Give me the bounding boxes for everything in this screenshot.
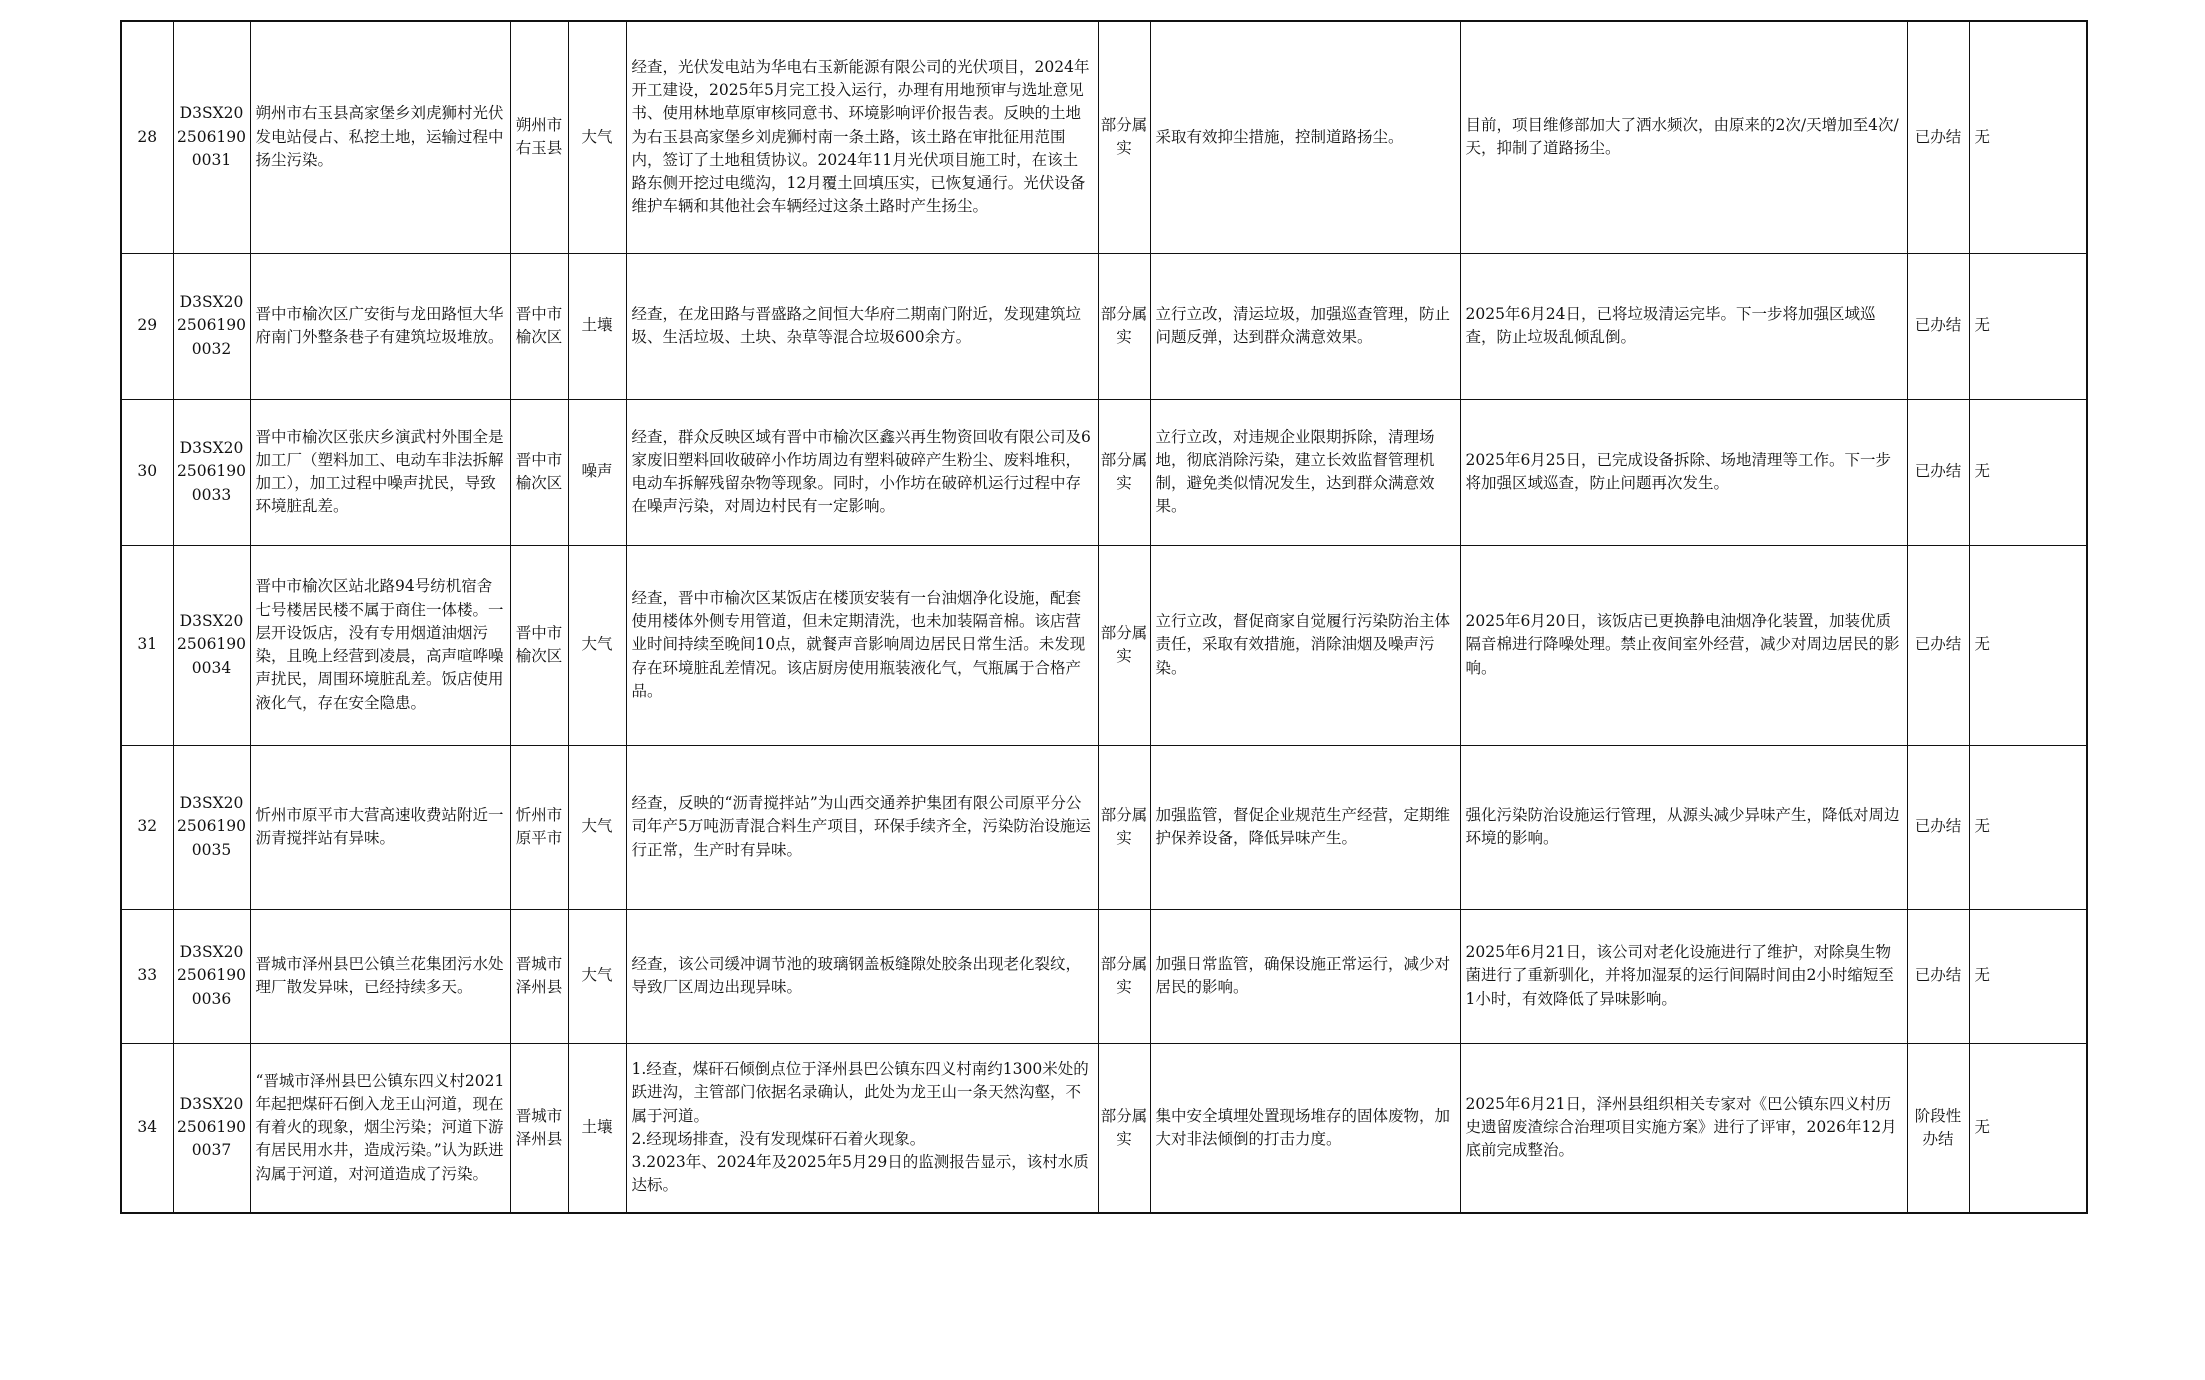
investigation-result: 经查，光伏发电站为华电右玉新能源有限公司的光伏项目，2024年开工建设，2025年5月完工投入运行，办理有用地预审与选址意见书、使用林地草原审核同意书、环境影响评价报告表。反映的土地为右玉县高家堡乡刘虎狮村南一条土路，该土路在审批征用范围内，签订了土地租赁协议。2024年11月光伏项目施工时，在该土路东侧开挖过电缆沟，12月覆土回填压实，已恢复通行。光伏设备维护车辆和其他社会车辆经过这条土路时产生扬尘。: [626, 21, 1098, 253]
region: 忻州市原平市: [510, 745, 568, 909]
complaint-content: 晋中市榆次区站北路94号纺机宿舍七号楼居民楼不属于商住一体楼。一层开设饭店，没有专用烟道油烟污染，且晚上经营到凌晨，高声喧哗噪声扰民，周围环境脏乱差。饭店使用液化气，存在安全隐患。: [250, 545, 510, 745]
investigation-result: 经查，反映的“沥青搅拌站”为山西交通养护集团有限公司原平分公司年产5万吨沥青混合料生产项目，环保手续齐全，污染防治设施运行正常，生产时有异味。: [626, 745, 1098, 909]
investigation-result: 1.经查，煤矸石倾倒点位于泽州县巴公镇东四义村南约1300米处的跃进沟，主管部门依据名录确认，此处为龙王山一条天然沟壑，不属于河道。 2.经现场排查，没有发现煤矸石着火现象。 3.2023年、2024年及2025年5月29日的监测报告显示，该村水质达标。: [626, 1043, 1098, 1213]
table-row: [121, 1043, 2087, 1213]
table-row: [121, 21, 2087, 253]
case-status: 已办结: [1907, 909, 1969, 1043]
complaint-content: “晋城市泽州县巴公镇东四义村2021年起把煤矸石倒入龙王山河道，现在有着火的现象，烟尘污染；河道下游有居民用水井，造成污染。”认为跃进沟属于河道，对河道造成了污染。: [250, 1043, 510, 1213]
table-row: [121, 253, 2087, 399]
rectification-progress: 2025年6月25日，已完成设备拆除、场地清理等工作。下一步将加强区域巡查，防止问题再次发生。: [1460, 399, 1907, 545]
case-status: 已办结: [1907, 545, 1969, 745]
accountability: 无: [1969, 545, 2087, 745]
accountability: 无: [1969, 399, 2087, 545]
case-id: D3SX2025061900037: [173, 1043, 250, 1213]
rectification-progress: 2025年6月24日，已将垃圾清运完毕。下一步将加强区域巡查，防止垃圾乱倾乱倒。: [1460, 253, 1907, 399]
table-row: [121, 545, 2087, 745]
region: 晋中市榆次区: [510, 399, 568, 545]
table-row: [121, 745, 2087, 909]
row-number: 28: [121, 21, 173, 253]
pollution-type: 大气: [568, 909, 626, 1043]
verdict: 部分属实: [1098, 21, 1150, 253]
rectification-measures: 立行立改，督促商家自觉履行污染防治主体责任，采取有效措施，消除油烟及噪声污染。: [1150, 545, 1460, 745]
row-number: 30: [121, 399, 173, 545]
case-status: 已办结: [1907, 745, 1969, 909]
rectification-measures: 加强日常监管，确保设施正常运行，减少对居民的影响。: [1150, 909, 1460, 1043]
pollution-type: 土壤: [568, 1043, 626, 1213]
case-id: D3SX2025061900033: [173, 399, 250, 545]
case-id: D3SX2025061900035: [173, 745, 250, 909]
case-id: D3SX2025061900034: [173, 545, 250, 745]
rectification-measures: 立行立改，对违规企业限期拆除，清理场地，彻底消除污染，建立长效监督管理机制，避免类似情况发生，达到群众满意效果。: [1150, 399, 1460, 545]
rectification-progress: 2025年6月21日，该公司对老化设施进行了维护，对除臭生物菌进行了重新驯化，并将加湿泵的运行间隔时间由2小时缩短至1小时，有效降低了异味影响。: [1460, 909, 1907, 1043]
investigation-result: 经查，晋中市榆次区某饭店在楼顶安装有一台油烟净化设施，配套使用楼体外侧专用管道，但未定期清洗，也未加装隔音棉。该店营业时间持续至晚间10点，就餐声音影响周边居民日常生活。未发现存在环境脏乱差情况。该店厨房使用瓶装液化气，气瓶属于合格产品。: [626, 545, 1098, 745]
table-row: [121, 909, 2087, 1043]
case-id: D3SX2025061900032: [173, 253, 250, 399]
case-status: 已办结: [1907, 399, 1969, 545]
rectification-progress: 目前，项目维修部加大了洒水频次，由原来的2次/天增加至4次/天，抑制了道路扬尘。: [1460, 21, 1907, 253]
region: 晋城市泽州县: [510, 909, 568, 1043]
row-number: 31: [121, 545, 173, 745]
rectification-progress: 2025年6月21日，泽州县组织相关专家对《巴公镇东四义村历史遗留废渣综合治理项目实施方案》进行了评审，2026年12月底前完成整治。: [1460, 1043, 1907, 1213]
complaint-content: 朔州市右玉县高家堡乡刘虎狮村光伏发电站侵占、私挖土地，运输过程中扬尘污染。: [250, 21, 510, 253]
row-number: 34: [121, 1043, 173, 1213]
verdict: 部分属实: [1098, 545, 1150, 745]
pollution-type: 大气: [568, 21, 626, 253]
accountability: 无: [1969, 909, 2087, 1043]
complaint-content: 晋城市泽州县巴公镇兰花集团污水处理厂散发异味，已经持续多天。: [250, 909, 510, 1043]
rectification-progress: 强化污染防治设施运行管理，从源头减少异味产生，降低对周边环境的影响。: [1460, 745, 1907, 909]
accountability: 无: [1969, 21, 2087, 253]
region: 晋城市泽州县: [510, 1043, 568, 1213]
complaint-content: 忻州市原平市大营高速收费站附近一沥青搅拌站有异味。: [250, 745, 510, 909]
verdict: 部分属实: [1098, 253, 1150, 399]
complaint-content: 晋中市榆次区广安街与龙田路恒大华府南门外整条巷子有建筑垃圾堆放。: [250, 253, 510, 399]
verdict: 部分属实: [1098, 909, 1150, 1043]
accountability: 无: [1969, 745, 2087, 909]
region: 晋中市榆次区: [510, 545, 568, 745]
case-id: D3SX2025061900031: [173, 21, 250, 253]
investigation-result: 经查，群众反映区域有晋中市榆次区鑫兴再生物资回收有限公司及6家废旧塑料回收破碎小作坊周边有塑料破碎产生粉尘、废料堆积，电动车拆解残留杂物等现象。同时，小作坊在破碎机运行过程中存在噪声污染，对周边村民有一定影响。: [626, 399, 1098, 545]
row-number: 32: [121, 745, 173, 909]
table-row: [121, 399, 2087, 545]
rectification-progress: 2025年6月20日，该饭店已更换静电油烟净化装置，加装优质隔音棉进行降噪处理。禁止夜间室外经营，减少对周边居民的影响。: [1460, 545, 1907, 745]
case-status: 已办结: [1907, 253, 1969, 399]
rectification-measures: 集中安全填埋处置现场堆存的固体废物，加大对非法倾倒的打击力度。: [1150, 1043, 1460, 1213]
investigation-result: 经查，在龙田路与晋盛路之间恒大华府二期南门附近，发现建筑垃圾、生活垃圾、土块、杂草等混合垃圾600余方。: [626, 253, 1098, 399]
complaint-content: 晋中市榆次区张庆乡演武村外围全是加工厂（塑料加工、电动车非法拆解加工），加工过程中噪声扰民，导致环境脏乱差。: [250, 399, 510, 545]
accountability: 无: [1969, 253, 2087, 399]
verdict: 部分属实: [1098, 745, 1150, 909]
case-status: 已办结: [1907, 21, 1969, 253]
row-number: 33: [121, 909, 173, 1043]
accountability: 无: [1969, 1043, 2087, 1213]
case-status: 阶段性办结: [1907, 1043, 1969, 1213]
rectification-measures: 采取有效抑尘措施，控制道路扬尘。: [1150, 21, 1460, 253]
complaint-table: [120, 20, 2088, 1214]
pollution-type: 土壤: [568, 253, 626, 399]
pollution-type: 噪声: [568, 399, 626, 545]
region: 朔州市右玉县: [510, 21, 568, 253]
verdict: 部分属实: [1098, 399, 1150, 545]
pollution-type: 大气: [568, 545, 626, 745]
verdict: 部分属实: [1098, 1043, 1150, 1213]
investigation-result: 经查，该公司缓冲调节池的玻璃钢盖板缝隙处胶条出现老化裂纹，导致厂区周边出现异味。: [626, 909, 1098, 1043]
rectification-measures: 立行立改，清运垃圾，加强巡查管理，防止问题反弹，达到群众满意效果。: [1150, 253, 1460, 399]
row-number: 29: [121, 253, 173, 399]
case-id: D3SX2025061900036: [173, 909, 250, 1043]
rectification-measures: 加强监管，督促企业规范生产经营，定期维护保养设备，降低异味产生。: [1150, 745, 1460, 909]
region: 晋中市榆次区: [510, 253, 568, 399]
pollution-type: 大气: [568, 745, 626, 909]
